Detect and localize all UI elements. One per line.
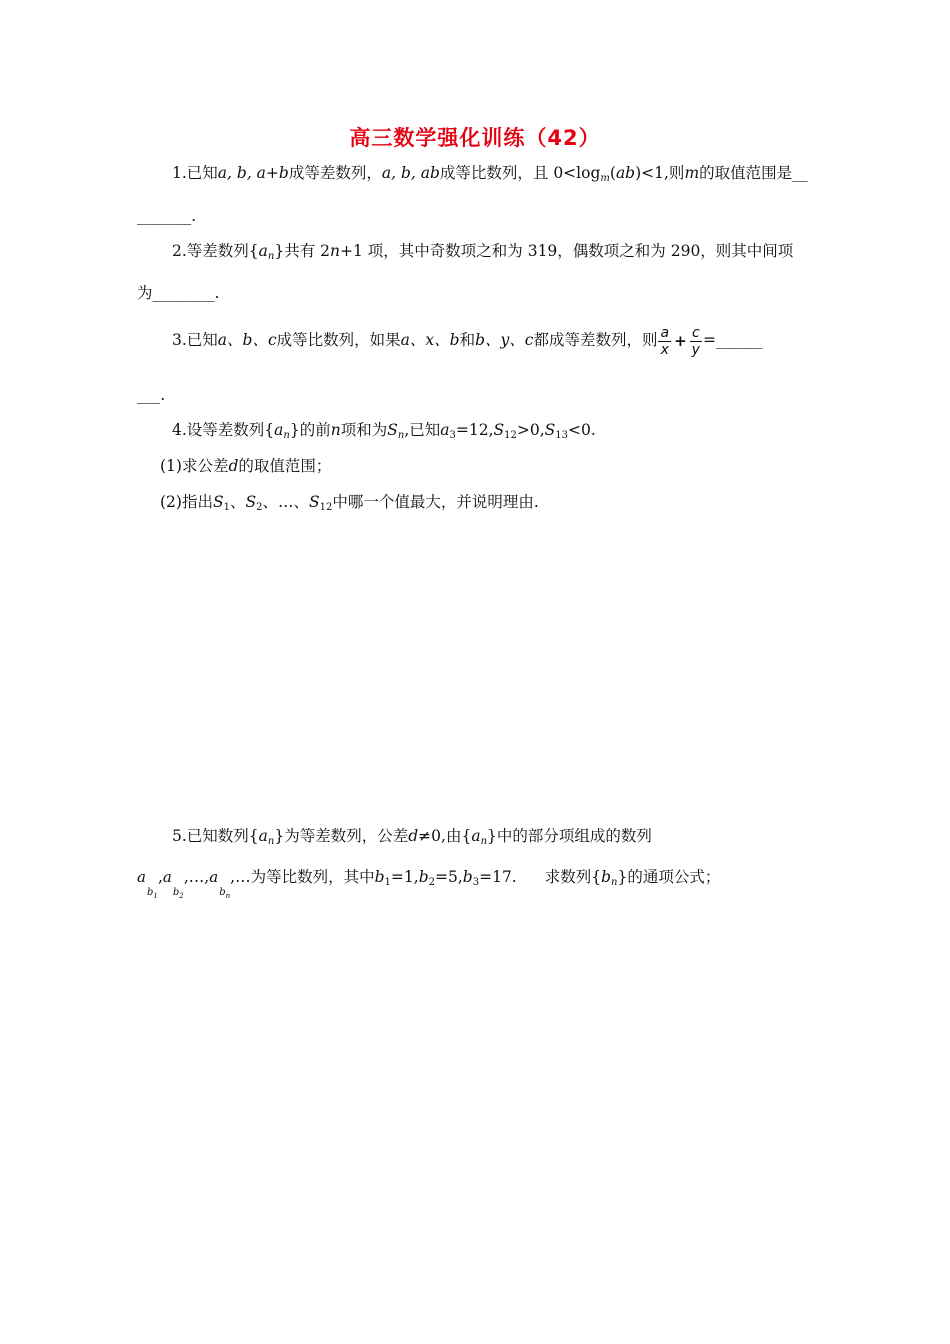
question-2-line-1 [172,240,862,262]
text: ,…为等比数列，其中 [230,868,375,886]
text: 求数列{ [544,868,602,886]
subscript: 12 [504,430,517,441]
subscript: n [611,877,618,888]
math-var: ab [615,164,636,182]
math-var: S [309,493,320,511]
fraction-c-over-y: $\frac{c}{y}$ [691,324,700,358]
math-var: a、b、c [217,331,277,349]
math-var: a, b, ab [381,164,440,182]
text: 5.已知数列{ [172,827,259,845]
subscript: 1 [384,877,391,888]
question-3-line-1 [172,321,862,360]
text: 1.已知 [172,164,218,182]
text: 的取值范围是__ [699,164,808,182]
math-var: a [440,421,450,439]
question-4-line-1 [172,419,862,441]
text: , [157,868,163,886]
math-var: b [418,868,429,886]
subscript: 2 [428,877,435,888]
math-var: a [471,827,481,845]
text: ,已知 [404,421,441,439]
math-var: m [684,164,700,182]
math-var: a [274,421,284,439]
subscript: n [267,251,275,262]
text: }共有 2 [274,242,331,260]
term-a-bn: a $b_n$ [209,868,231,900]
math-var: S [544,421,556,439]
text: <0. [568,421,596,439]
math-var: a [258,827,268,845]
text: ( [609,164,616,182]
math-var: n [330,421,341,439]
text: 项和为 [340,421,388,439]
math-var: a、x、b [400,331,460,349]
subscript: 2 [256,502,263,513]
text: )<1,则 [635,164,685,182]
subscript: n [480,836,488,847]
math-var: S [245,493,257,511]
subscript: 1 [223,502,230,513]
log-base: m [600,173,610,184]
text: =5, [435,868,463,886]
text: 的取值范围； [238,457,332,475]
text: }中的部分项组成的数列 [487,827,652,845]
math-var: d [408,827,419,845]
subscript: 12 [319,502,333,513]
math-var: n [330,242,340,260]
text: 3.已知 [172,331,218,349]
subscript: n [397,430,405,441]
text: =1, [390,868,419,886]
subscript: 13 [555,430,569,441]
math-var: S [493,421,505,439]
text: 和 [459,331,476,349]
term-a-b1: a $b_1$ [137,868,158,900]
text: 、…、 [262,493,309,511]
text: 成等差数列， [288,164,382,182]
subscript: 3 [472,877,480,888]
term-a-b2: a $b_2$ [162,868,184,900]
text: }的前 [289,421,331,439]
question-4-part-1 [160,455,850,477]
question-1-line-2: _______. [137,207,197,225]
text: >0, [516,421,545,439]
question-5-line-2 [137,866,827,902]
question-4-part-2 [160,491,850,513]
fraction-a-over-x: $\frac{a}{x}$ [660,324,670,358]
math-var: b、y、c [475,331,534,349]
text: ≠0,由{ [418,827,472,845]
text: =12, [455,421,494,439]
text: =______ [702,331,763,349]
text: 2.等差数列{ [172,242,259,260]
math-var: b [462,868,473,886]
question-2-line-2: 为________. [137,284,220,302]
page-title: 高三数学强化训练（42） [349,126,601,150]
text: (1)求公差 [160,457,229,475]
math-var: b [601,868,612,886]
text: ,…, [183,868,210,886]
text: 、 [229,493,246,511]
math-var: b [374,868,385,886]
math-var: a [258,242,268,260]
subscript: n [267,836,275,847]
subscript: 3 [449,430,456,441]
text: =17. [479,868,517,886]
question-3-line-2: ___. [137,386,166,404]
text: 都成等差数列，则 [533,331,658,349]
text: }的通项公式； [617,868,721,886]
math-var: a, b, a+b [217,164,289,182]
math-var: S [387,421,398,439]
text: 4.设等差数列{ [172,421,275,439]
subscript: n [283,430,290,441]
text: 成等比数列，如果 [276,331,401,349]
text: (2)指出 [160,493,213,511]
text: +1 项，其中奇数项之和为 319，偶数项之和为 290，则其中间项 [340,242,794,260]
question-5-line-1 [172,825,862,847]
text: 成等比数列，且 0<log [439,164,601,182]
text: 中哪一个值最大，并说明理由. [332,493,539,511]
plus-sign: + [674,332,687,350]
text: }为等差数列，公差 [274,827,409,845]
math-var: d [228,457,239,475]
math-var: S [212,493,224,511]
question-1-line-1 [172,162,862,184]
